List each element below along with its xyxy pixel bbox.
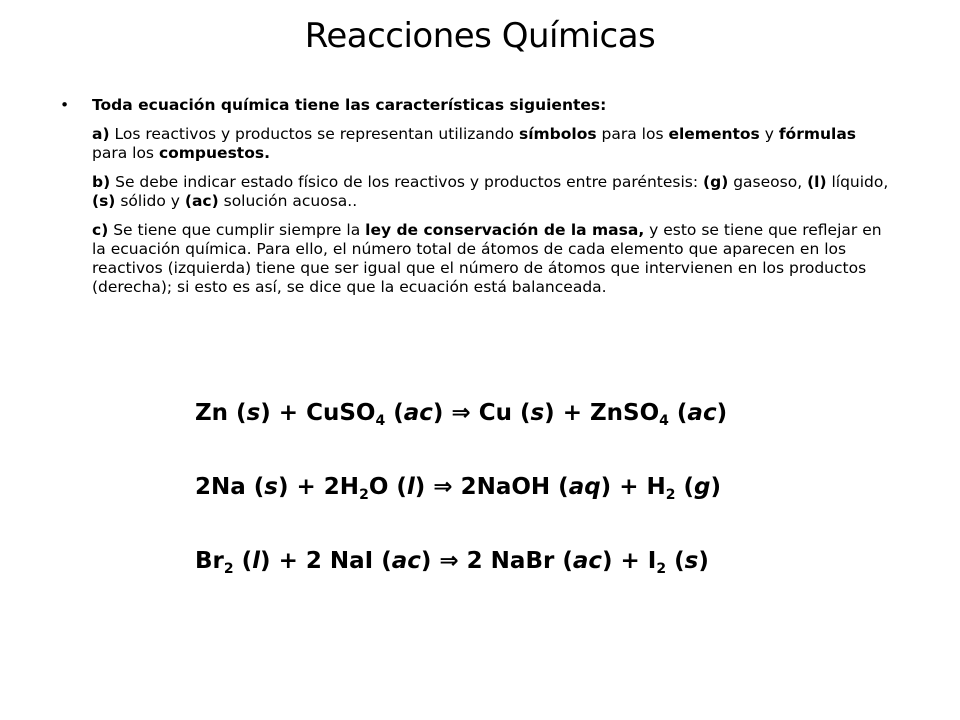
state-symbol: ac xyxy=(687,400,717,426)
equation-text: ) + 2 NaI ( xyxy=(260,548,392,574)
body-text: Se tiene que cumplir siempre la xyxy=(108,221,366,239)
equation-text: ) ⇒ 2 NaBr ( xyxy=(420,548,573,574)
body-text: solución acuosa.. xyxy=(218,192,358,210)
equation-text: ) xyxy=(716,400,728,426)
slide-title: Reacciones Químicas xyxy=(304,16,656,56)
characteristics-list xyxy=(60,125,890,297)
chemical-equation xyxy=(195,472,727,502)
item-letter: c) xyxy=(92,221,109,239)
state-symbol: s xyxy=(684,548,699,574)
equation-text: ) + CuSO xyxy=(260,400,376,426)
subscript: 4 xyxy=(659,413,669,429)
equation-text: ) ⇒ Cu ( xyxy=(432,400,531,426)
state-symbol: l xyxy=(406,474,415,500)
equation-text: ) xyxy=(698,548,709,574)
state-symbol: s xyxy=(530,400,545,426)
emphasis-text: ley de conservación de la masa, xyxy=(365,221,645,239)
characteristic-text xyxy=(92,221,890,297)
equation-text: Br xyxy=(195,548,224,574)
emphasis-text: (l) xyxy=(807,173,827,191)
equation-text: ( xyxy=(668,400,688,426)
body-text: y esto se tiene que reflejar en la ecuación química. Para ello, el número total de átomos de cada elemento que aparecen en los reactivos (izquierda) tiene que ser igual que el número de átomos que intervienen en los productos (derecha); si esto es así, se dice que la ecuación está balanceada. xyxy=(92,221,882,296)
equation-text: ( xyxy=(385,400,404,426)
body-text: para los xyxy=(92,144,159,162)
bullet-block xyxy=(60,96,890,297)
subscript: 2 xyxy=(223,561,234,577)
item-letter: b) xyxy=(92,173,111,191)
item-letter: a) xyxy=(92,125,110,143)
bullet-dot-icon: • xyxy=(60,96,70,114)
subscript: 2 xyxy=(665,487,676,503)
body-text: gaseoso, xyxy=(728,173,808,191)
emphasis-text: (s) xyxy=(92,192,116,210)
characteristic-item xyxy=(60,221,890,297)
emphasis-text: (g) xyxy=(703,173,729,191)
body-text: para los xyxy=(596,125,669,143)
chemical-equation xyxy=(195,546,727,576)
equation-text: ) + ZnSO xyxy=(544,400,660,426)
chemical-equation xyxy=(195,398,727,428)
equation-text: O ( xyxy=(368,474,407,500)
equation-text: ) + I xyxy=(602,548,657,574)
equation-text: ( xyxy=(233,548,253,574)
bullet-intro-text: Toda ecuación química tiene las características siguientes: xyxy=(92,96,607,114)
equations-list xyxy=(195,398,727,620)
equation-text: ) xyxy=(710,474,721,500)
state-symbol: ac xyxy=(403,400,433,426)
equation-text: ( xyxy=(675,474,694,500)
equation-text: ) ⇒ 2NaOH ( xyxy=(414,474,569,500)
state-symbol: ac xyxy=(391,548,421,574)
emphasis-text: símbolos xyxy=(518,125,597,143)
equation-text: 2Na ( xyxy=(195,474,265,500)
body-text: Se debe indicar estado físico de los reactivos y productos entre paréntesis: xyxy=(110,173,704,191)
state-symbol: l xyxy=(252,548,261,574)
body-text: líquido, xyxy=(826,173,889,191)
emphasis-text: (ac) xyxy=(184,192,219,210)
state-symbol: s xyxy=(264,474,278,500)
equation-text: Zn ( xyxy=(195,400,247,426)
equation-text: ( xyxy=(666,548,685,574)
state-symbol: ac xyxy=(572,548,602,574)
emphasis-text: compuestos. xyxy=(158,144,270,162)
subscript: 2 xyxy=(359,487,369,503)
body-text: y xyxy=(759,125,779,143)
emphasis-text: fórmulas xyxy=(778,125,857,143)
characteristic-text xyxy=(92,125,890,163)
equation-text: ) + H xyxy=(600,474,666,500)
subscript: 2 xyxy=(656,561,667,577)
characteristic-item xyxy=(60,173,890,211)
equation-text: ) + 2H xyxy=(278,474,360,500)
characteristic-item xyxy=(60,125,890,163)
state-symbol: aq xyxy=(568,474,601,500)
subscript: 4 xyxy=(375,413,386,429)
state-symbol: s xyxy=(246,400,261,426)
state-symbol: g xyxy=(694,474,711,500)
bullet-intro xyxy=(60,96,890,115)
body-text: Los reactivos y productos se representan utilizando xyxy=(109,125,519,143)
body-text: sólido y xyxy=(115,192,185,210)
emphasis-text: elementos xyxy=(668,125,760,143)
characteristic-text xyxy=(92,173,890,211)
